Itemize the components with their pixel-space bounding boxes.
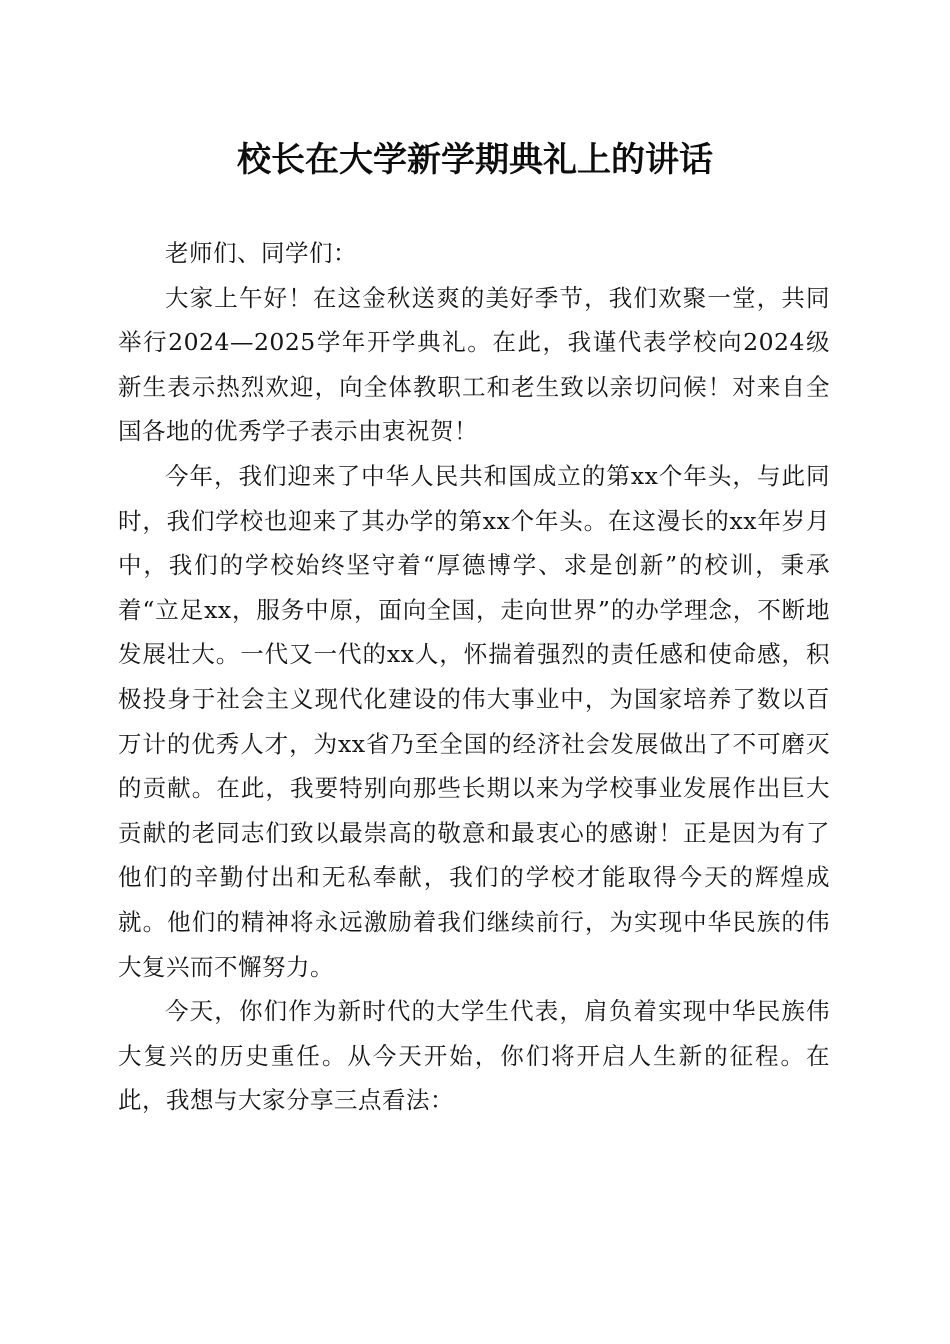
salutation-paragraph: 老师们、同学们： (165, 239, 357, 267)
history-paragraph: 今年，我们迎来了中华人民共和国成立的第xx个年头，与此同时，我们学校也迎来了其办学的第xx个年头。在这漫长的xx年岁月中，我们的学校始终坚守着“厚德博学、求是创新”的校训，秉承着“立足xx，服务中原，面向全国，走向世界”的办学理念，不断地发展壮大。一代又一代的xx人，怀揣着强烈的责任感和使命感，积极投身于社会主义现代化建设的伟大事业中，为国家培养了数以百万计的优秀人才，为xx省乃至全国的经济社会发展做出了不可磨灭的贡献。在此，我要特别向那些长期以来为学校事业发展作出巨大贡献的老同志们致以最崇高的敬意和最衷心的感谢！正是因为有了他们的辛勤付出和无私奉献，我们的学校才能取得今天的辉煌成就。他们的精神将永远激励着我们继续前行，为实现中华民族的伟大复兴而不懈努力。 (118, 461, 830, 981)
document-title: 校长在大学新学期典礼上的讲话 (237, 140, 713, 180)
outlook-paragraph: 今天，你们作为新时代的大学生代表，肩负着实现中华民族伟大复兴的历史重任。从今天开始，你们将开启人生新的征程。在此，我想与大家分享三点看法： (118, 997, 830, 1115)
document-body (118, 231, 830, 1123)
greeting-paragraph: 大家上午好！在这金秋送爽的美好季节，我们欢聚一堂，共同举行2024—2025学年开学典礼。在此，我谨代表学校向2024级新生表示热烈欢迎，向全体教职工和老生致以亲切问候！对来自全国各地的优秀学子表示由衷祝贺！ (118, 283, 830, 446)
